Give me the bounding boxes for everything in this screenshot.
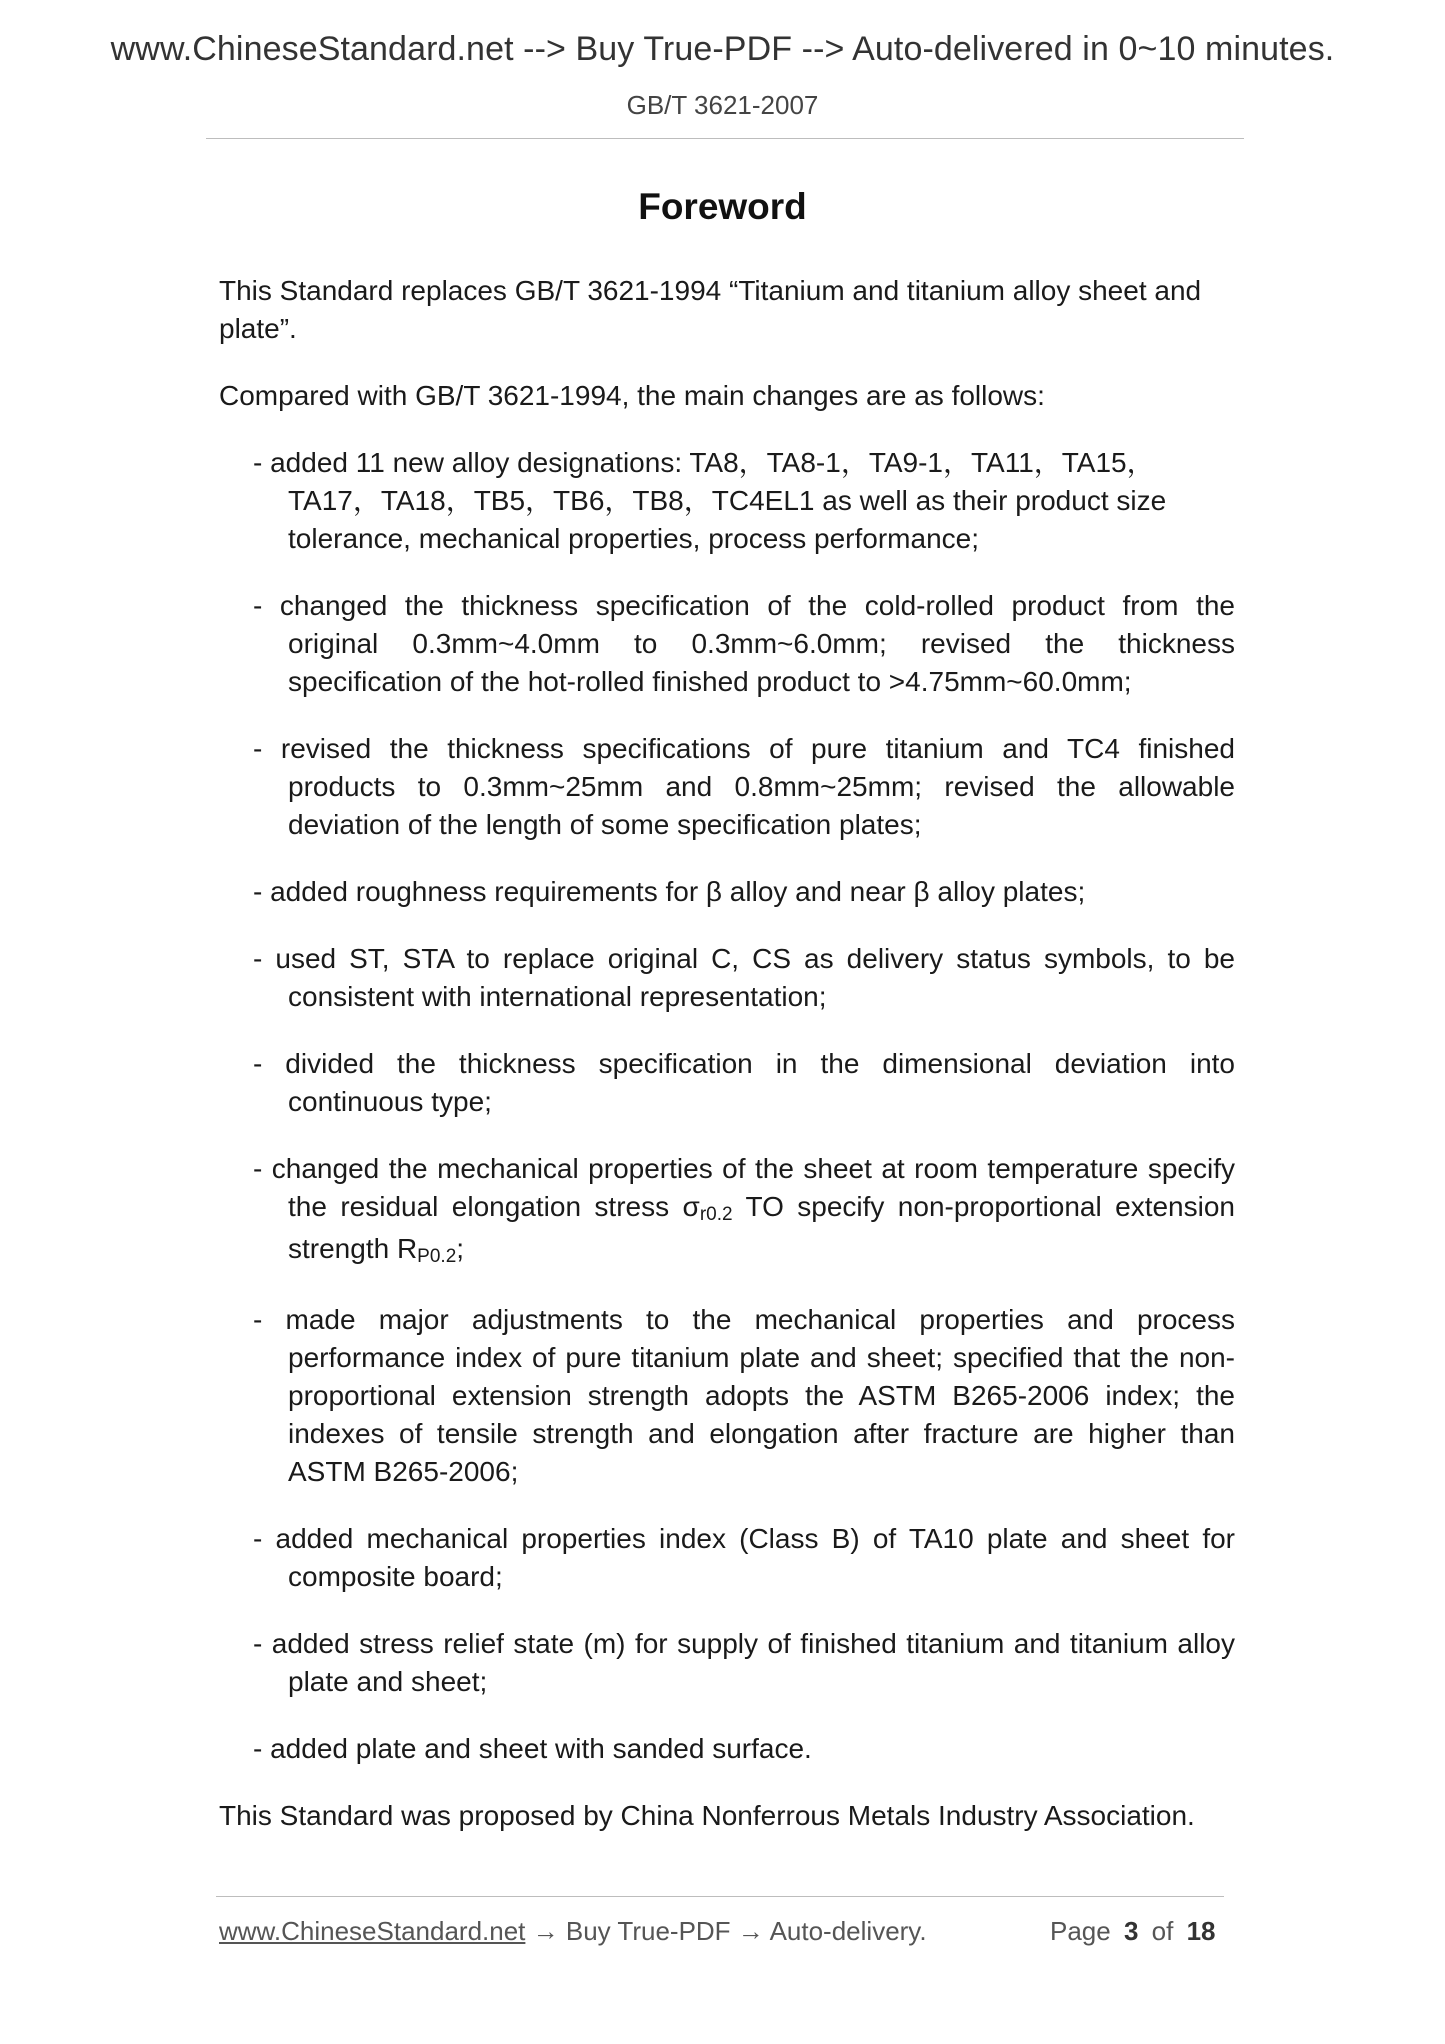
list-item: - divided the thickness specification in the dimensional deviation into continuous type; [253, 1048, 1235, 1117]
page-current: 3 [1123, 1916, 1139, 1946]
list-item: - added mechanical properties index (Class B) of TA10 plate and sheet for composite board; [253, 1523, 1235, 1592]
footer-promo-text: → Buy True-PDF → Auto-delivery. [525, 1916, 927, 1946]
list-item [219, 1150, 1235, 1272]
sigma-text-after: ; [456, 1233, 465, 1264]
list-item: - revised the thickness specifications of pure titanium and TC4 finished products to 0.3mm~25mm and 0.8mm~25mm; revised the allowable deviation of the length of some specification plates; [253, 733, 1235, 840]
site-banner: www.ChineseStandard.net --> Buy True-PDF --> Auto-delivered in 0~10 minutes. [110, 30, 1335, 68]
document-number: GB/T 3621-2007 [626, 90, 819, 120]
sigma-text-middle: TO specify non-proportional extension strength R [288, 1191, 1235, 1264]
page-indicator [1050, 1916, 1216, 1947]
r-subscript: P0.2 [417, 1246, 457, 1267]
intro-compared-paragraph: Compared with GB/T 3621-1994, the main changes are as follows: [219, 380, 1045, 411]
intro-replaces-paragraph: This Standard replaces GB/T 3621-1994 “Titanium and titanium alloy sheet and plate”. [219, 275, 1202, 344]
list-item: - added stress relief state (m) for supply of finished titanium and titanium alloy plate and sheet; [253, 1628, 1235, 1697]
list-item: - added roughness requirements for β alloy and near β alloy plates; [253, 876, 1086, 907]
list-item: - added 11 new alloy designations: TA8，TA8-1，TA9-1，TA11，TA15，TA17，TA18，TB5，TB6，TB8，TC4EL1 as well as their product size tolerance, mechanical properties, process performance; [253, 447, 1167, 554]
page-total: 18 [1186, 1916, 1216, 1946]
list-item: - used ST, STA to replace original C, CS as delivery status symbols, to be consistent with international representation; [253, 943, 1235, 1012]
sigma-text-before: - changed the mechanical properties of the sheet at room temperature specify the residual elongation stress σ [253, 1153, 1235, 1222]
changes-list [219, 444, 1235, 1768]
page-label: Page [1050, 1916, 1111, 1946]
page-of-label: of [1151, 1916, 1174, 1946]
footer-promo [219, 1916, 927, 1947]
closing-paragraph: This Standard was proposed by China Nonferrous Metals Industry Association. [219, 1800, 1195, 1831]
footer-site-link[interactable]: www.ChineseStandard.net [219, 1916, 526, 1946]
sigma-subscript: r0.2 [699, 1204, 733, 1225]
list-item: - added plate and sheet with sanded surface. [253, 1733, 812, 1764]
footer-divider [216, 1896, 1224, 1897]
list-item: - changed the thickness specification of the cold-rolled product from the original 0.3mm~4.0mm to 0.3mm~6.0mm; revised the thickness specification of the hot-rolled finished product to >4.75mm~60.0mm; [253, 590, 1235, 697]
page-title: Foreword [638, 186, 807, 227]
list-item: - made major adjustments to the mechanical properties and process performance index of pure titanium plate and sheet; specified that the non-proportional extension strength adopts the ASTM B265-2006 index; the indexes of tensile strength and elongation after fracture are higher than ASTM B265-2006; [253, 1304, 1235, 1487]
header-divider [206, 138, 1244, 139]
foreword-body [219, 272, 1235, 1864]
